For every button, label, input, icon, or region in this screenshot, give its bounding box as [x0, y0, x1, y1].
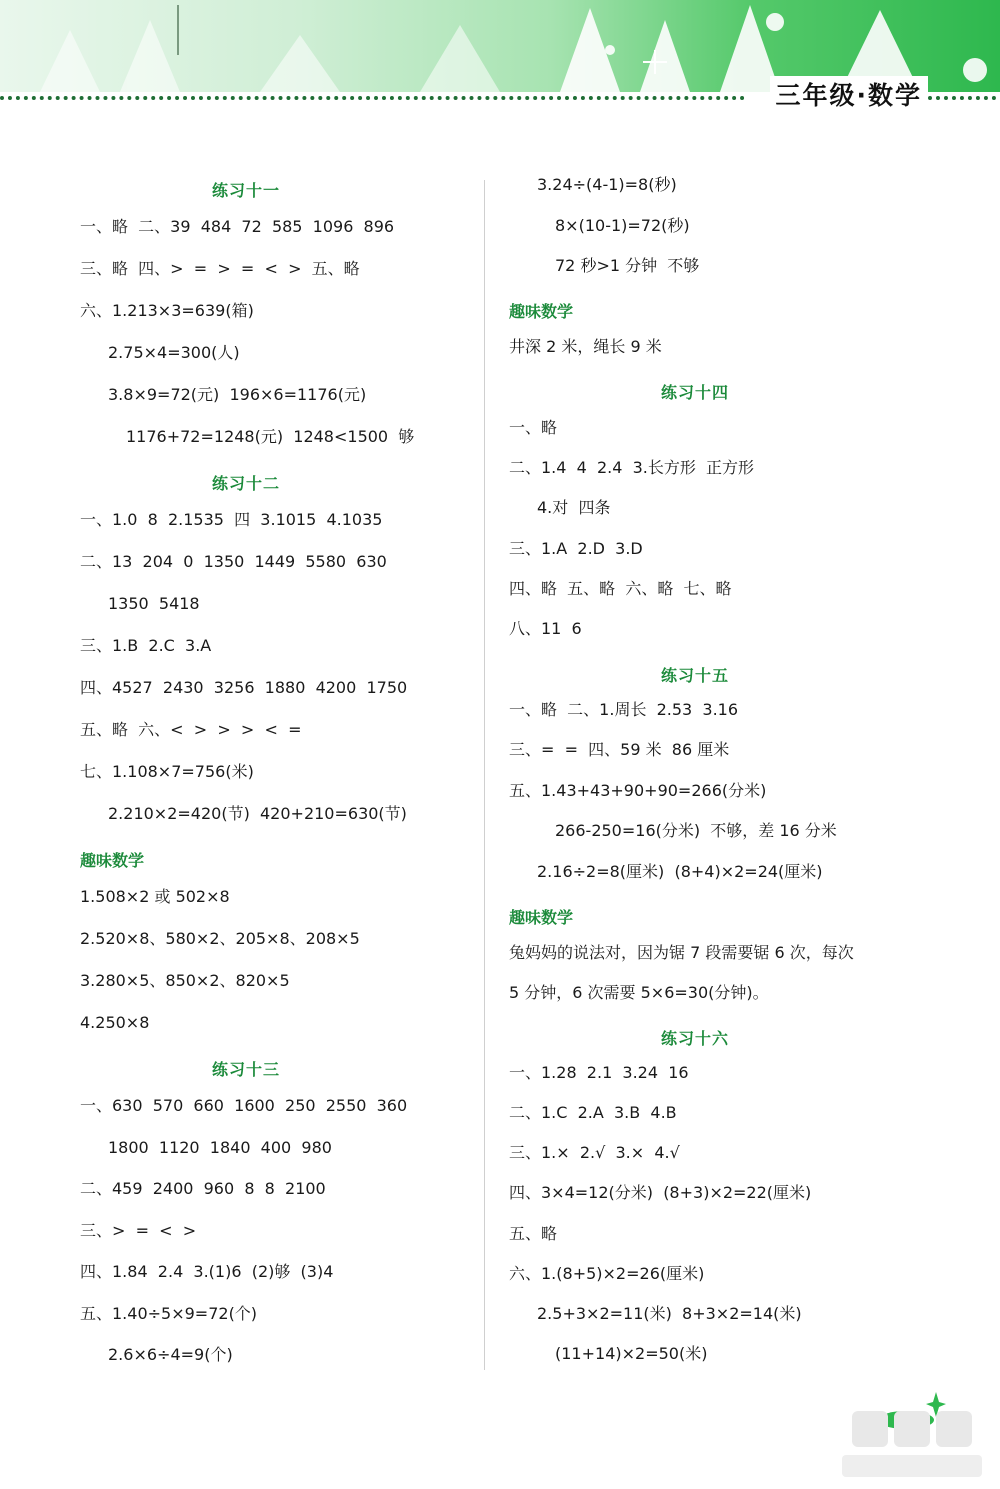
section-title-ex12: 练习十二 — [211, 474, 280, 493]
answer-line: 2.210×2=420(节) 420+210=630(节) — [108, 804, 407, 823]
answer-line: 七、1.108×7=756(米) — [80, 762, 254, 781]
section-title-ex14: 练习十四 — [660, 383, 729, 402]
answer-line: 2.5+3×2=11(米) 8+3×2=14(米) — [537, 1304, 802, 1323]
header-dotted-rule-left — [0, 96, 745, 100]
answer-line: 二、13 204 0 1350 1449 5580 630 — [80, 552, 387, 571]
column-divider — [484, 180, 485, 1370]
answer-line: 5 分钟，6 次需要 5×6=30(分钟)。 — [509, 983, 769, 1002]
answer-line: 2.75×4=300(人) — [108, 343, 240, 362]
answer-line: 二、459 2400 960 8 8 2100 — [80, 1179, 326, 1198]
answer-line: 二、1.4 4 2.4 3.长方形 正方形 — [509, 458, 755, 477]
answer-line: 一、略 — [509, 418, 558, 437]
section-title-fun-math: 趣味数学 — [509, 908, 574, 927]
answer-line: 3.8×9=72(元) 196×6=1176(元) — [108, 385, 367, 404]
answer-line: 三、> = < > — [80, 1221, 197, 1240]
answer-line: 五、1.43+43+90+90=266(分米) — [509, 781, 767, 800]
answer-line: 三、略 四、> = > = < > 五、略 — [80, 259, 360, 278]
answer-line: 六、1.(8+5)×2=26(厘米) — [509, 1264, 705, 1283]
answer-line: 八、11 6 — [509, 619, 582, 638]
answer-line: 三、= = 四、59 米 86 厘米 — [509, 740, 730, 759]
section-title-fun-math: 趣味数学 — [80, 851, 145, 870]
answer-line: 一、略 二、1.周长 2.53 3.16 — [509, 700, 739, 719]
answer-line: 四、略 五、略 六、略 七、略 — [509, 579, 732, 598]
answer-line: 一、630 570 660 1600 250 2550 360 — [80, 1096, 408, 1115]
answer-line: 4.对 四条 — [537, 498, 611, 517]
answer-line: 井深 2 米，绳长 9 米 — [509, 337, 662, 356]
answer-line: 72 秒>1 分钟 不够 — [555, 256, 700, 275]
answer-line: 六、1.213×3=639(箱) — [80, 301, 254, 320]
answer-line: 三、1.× 2.√ 3.× 4.√ — [509, 1143, 680, 1162]
watermark-logo-icon — [832, 1403, 992, 1483]
answer-line: 4.250×8 — [80, 1013, 150, 1032]
header-dotted-rule-right — [928, 96, 996, 100]
answer-line: 一、1.28 2.1 3.24 16 — [509, 1063, 689, 1082]
answer-line: 五、略 六、< > > > < = — [80, 720, 302, 739]
answer-line: 三、1.B 2.C 3.A — [80, 636, 212, 655]
answer-line: 兔妈妈的说法对，因为锯 7 段需要锯 6 次，每次 — [509, 943, 854, 962]
answer-line: 2.520×8、580×2、205×8、208×5 — [80, 929, 360, 948]
answer-line: 五、略 — [509, 1224, 558, 1243]
answer-line: 266-250=16(分米) 不够，差 16 分米 — [555, 821, 837, 840]
answer-line: 3.24÷(4-1)=8(秒) — [537, 175, 677, 194]
answer-line: 四、1.84 2.4 3.(1)6 (2)够 (3)4 — [80, 1262, 334, 1281]
answer-line: 3.280×5、850×2、820×5 — [80, 971, 290, 990]
answer-line: 四、3×4=12(分米) (8+3)×2=22(厘米) — [509, 1183, 812, 1202]
section-title-fun-math: 趣味数学 — [509, 302, 574, 321]
answer-line: 1.508×2 或 502×8 — [80, 887, 230, 906]
answer-line: 三、1.A 2.D 3.D — [509, 539, 643, 558]
answer-line: 一、略 二、39 484 72 585 1096 896 — [80, 217, 395, 236]
section-title-ex11: 练习十一 — [211, 181, 280, 200]
section-title-ex16: 练习十六 — [660, 1029, 729, 1048]
answer-line: 1800 1120 1840 400 980 — [108, 1138, 332, 1157]
answer-line: 五、1.40÷5×9=72(个) — [80, 1304, 258, 1323]
answer-line: (11+14)×2=50(米) — [555, 1344, 708, 1363]
answer-line: 1350 5418 — [108, 594, 200, 613]
section-title-ex13: 练习十三 — [211, 1060, 280, 1079]
grade-subject-title: 三年级·数学 — [770, 76, 929, 112]
answer-line: 二、1.C 2.A 3.B 4.B — [509, 1103, 677, 1122]
answer-line: 一、1.0 8 2.1535 四 3.1015 4.1035 — [80, 510, 383, 529]
answer-line: 2.6×6÷4=9(个) — [108, 1345, 233, 1364]
section-title-ex15: 练习十五 — [660, 666, 729, 685]
answer-line: 2.16÷2=8(厘米) (8+4)×2=24(厘米) — [537, 862, 823, 881]
answer-line: 四、4527 2430 3256 1880 4200 1750 — [80, 678, 408, 697]
answer-line: 8×(10-1)=72(秒) — [555, 216, 690, 235]
answer-line: 1176+72=1248(元) 1248<1500 够 — [126, 427, 415, 446]
